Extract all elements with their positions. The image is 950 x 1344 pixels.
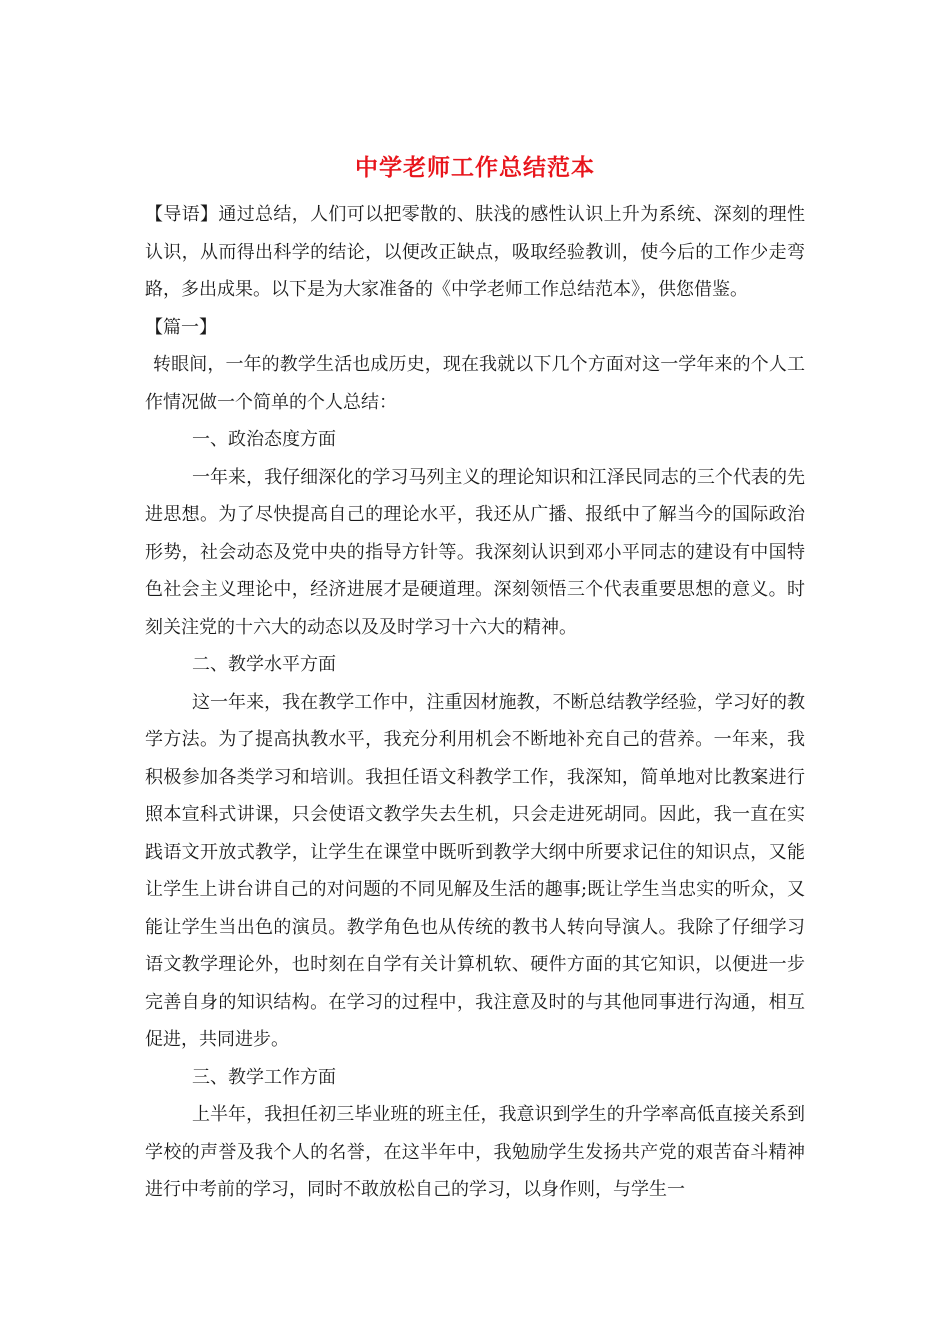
section-body-teaching-level: 这一年来，我在教学工作中，注重因材施教，不断总结教学经验，学习好的教学方法。为了提高执教水平，我充分利用机会不断地补充自己的营养。一年来，我积极参加各类学习和培训。我担任语文科教学工作，我深知，简单地对比教案进行照本宣科式讲课，只会使语文教学失去生机，只会走进死胡同。因此，我一直在实践语文开放式教学，让学生在课堂中既听到教学大纲中所要求记住的知识点，又能让学生上讲台讲自己的对问题的不同见解及生活的趣事;既让学生当忠实的听众，又能让学生当出色的演员。教学角色也从传统的教书人转向导演人。我除了仔细学习语文教学理论外，也时刻在自学有关计算机软、硬件方面的其它知识，以便进一步完善自身的知识结构。在学习的过程中，我注意及时的与其他同事进行沟通，相互促进，共同进步。 [145, 691, 805, 1050]
section-body-politics: 一年来，我仔细深化的学习马列主义的理论知识和江泽民同志的三个代表的先进思想。为了尽快提高自己的理论水平，我还从广播、报纸中了解当今的国际政治形势，社会动态及党中央的指导方针等。我深刻认识到邓小平同志的建设有中国特色社会主义理论中，经济进展才是硬道理。深刻领悟三个代表重要思想的意义。时刻关注党的十六大的动态以及及时学习十六大的精神。 [145, 466, 805, 638]
opening-paragraph: 转眼间，一年的教学生活也成历史，现在我就以下几个方面对这一学年来的个人工作情况做一个简单的个人总结： [145, 354, 805, 413]
section-heading-politics: 一、政治态度方面 [192, 429, 336, 450]
part-label: 【篇一】 [145, 316, 217, 338]
section-heading-teaching-level: 二、教学水平方面 [192, 654, 336, 675]
intro-paragraph: 【导语】通过总结，人们可以把零散的、肤浅的感性认识上升为系统、深刻的理性认识，从而得出科学的结论，以便改正缺点，吸取经验教训，使今后的工作少走弯路，多出成果。以下是为大家准备的《中学老师工作总结范本》，供您借鉴。 [145, 204, 805, 300]
section-heading-teaching-work: 三、教学工作方面 [192, 1066, 336, 1088]
document-page [145, 140, 805, 1209]
section-body-teaching-work: 上半年，我担任初三毕业班的班主任，我意识到学生的升学率高低直接关系到学校的声誉及我个人的名誉，在这半年中，我勉励学生发扬共产党的艰苦奋斗精神进行中考前的学习，同时不敢放松自己的学习，以身作则，与学生一 [145, 1104, 805, 1200]
document-title: 中学老师工作总结范本 [355, 154, 595, 181]
